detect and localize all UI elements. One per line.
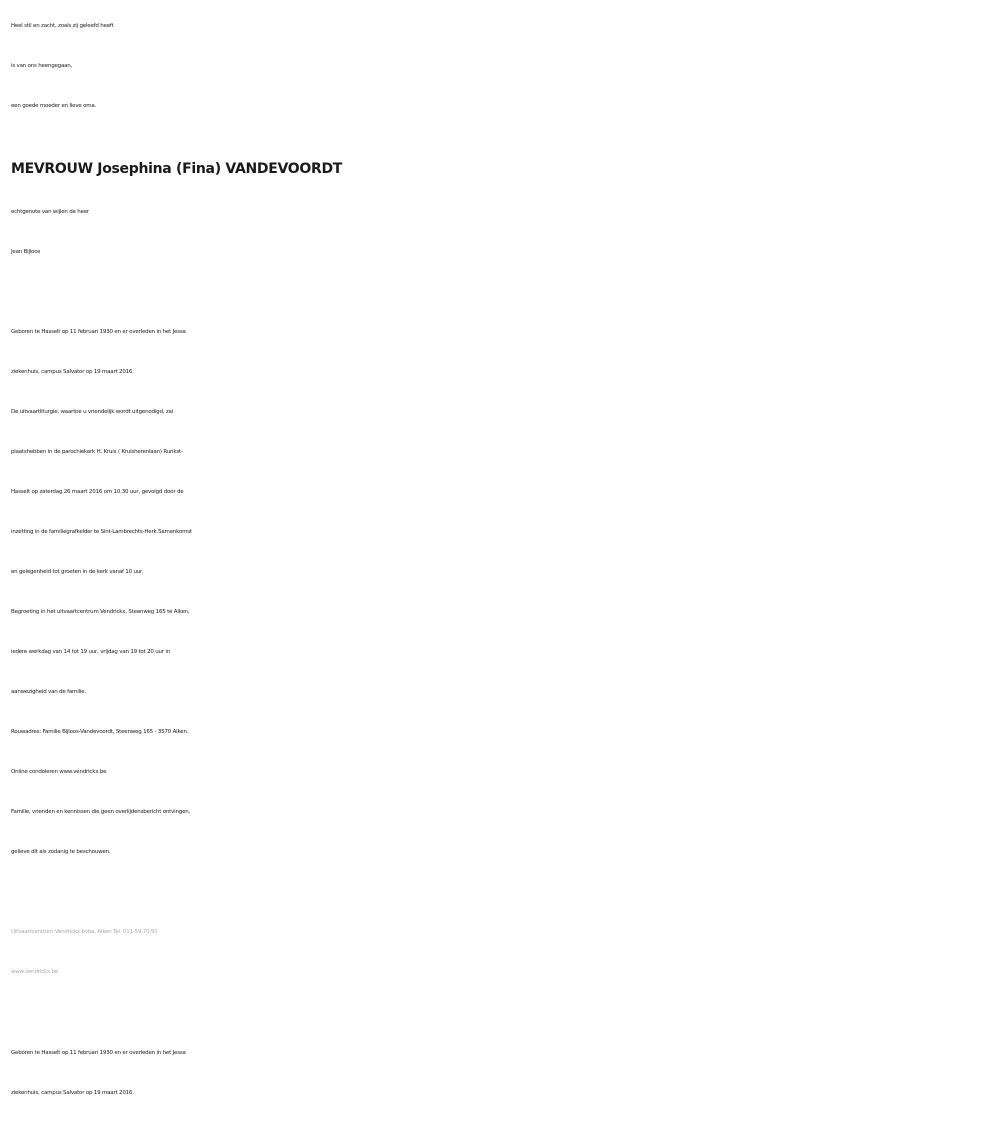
body-line: iedere werkdag van 14 tot 19 uur, vrijdag van 19 tot 20 uur in (11, 649, 171, 655)
funeral-home-footer (11, 912, 991, 992)
intro-line: een goede moeder en lieve oma. (11, 103, 97, 109)
body-line: Geboren te Hasselt op 11 februari 1930 en er overleden in het Jessa (11, 329, 186, 335)
body-line: Online condoleren www.vendrickx.be (11, 769, 107, 775)
body-line: en gelegenheid tot groeten in de kerk vanaf 10 uur. (11, 569, 144, 575)
body-line: gelieve dit als zodanig te beschouwen. (11, 849, 111, 855)
footer-line: Uitvaartcentrum Vendrickx bvba, Alken Tel. 011-59.70.91 (11, 929, 158, 935)
repeated-birth-death-info (11, 1033, 991, 1113)
body-line: Hasselt op zaterdag 26 maart 2016 om 10.30 uur, gevolgd door de (11, 489, 184, 495)
body-line: aanwezigheid van de familie. (11, 689, 86, 695)
intro-line: is van ons heengegaan, (11, 63, 73, 69)
intro-verse (11, 6, 991, 126)
body-line: Familie, vrienden en kennissen die geen overlijdensbericht ontvingen, (11, 809, 191, 815)
body-line: De uitvaartliturgie, waartoe u vriendelijk wordt uitgenodigd, zal (11, 409, 174, 415)
body-line: inzetting in de familiegrafkelder te Sint-Lambrechts-Herk.Samenkomst (11, 529, 192, 535)
footer-line: www.vendrickx.be (11, 969, 59, 975)
spouse-line: Jean Bijloos (11, 249, 41, 255)
body-line: Rouwadres: Familie Bijloos-Vandevoordt, Steenweg 165 - 3570 Alken. (11, 729, 189, 735)
deceased-name: MEVROUW Josephina (Fina) VANDEVOORDT (11, 161, 343, 177)
death-notice (11, 0, 991, 1113)
notice-body (11, 312, 991, 872)
body-line: ziekenhuis, campus Salvator op 19 maart 2016. (11, 369, 134, 375)
repeat-line: Geboren te Hasselt op 11 februari 1930 en er overleden in het Jessa (11, 1050, 186, 1056)
repeat-line: ziekenhuis, campus Salvator op 19 maart 2016. (11, 1090, 134, 1096)
body-line: Begroeting in het uitvaartcentrum Vendrickx, Steenweg 165 te Alken, (11, 609, 190, 615)
body-line: plaatshebben in de parochiekerk H. Kruis ( Kruisherenlaan) Runkst- (11, 449, 183, 455)
intro-line: Heel stil en zacht, zoals zij geleefd heeft (11, 23, 114, 29)
spouse-line: echtgenote van wijlen de heer (11, 209, 89, 215)
spouse-info (11, 192, 991, 272)
